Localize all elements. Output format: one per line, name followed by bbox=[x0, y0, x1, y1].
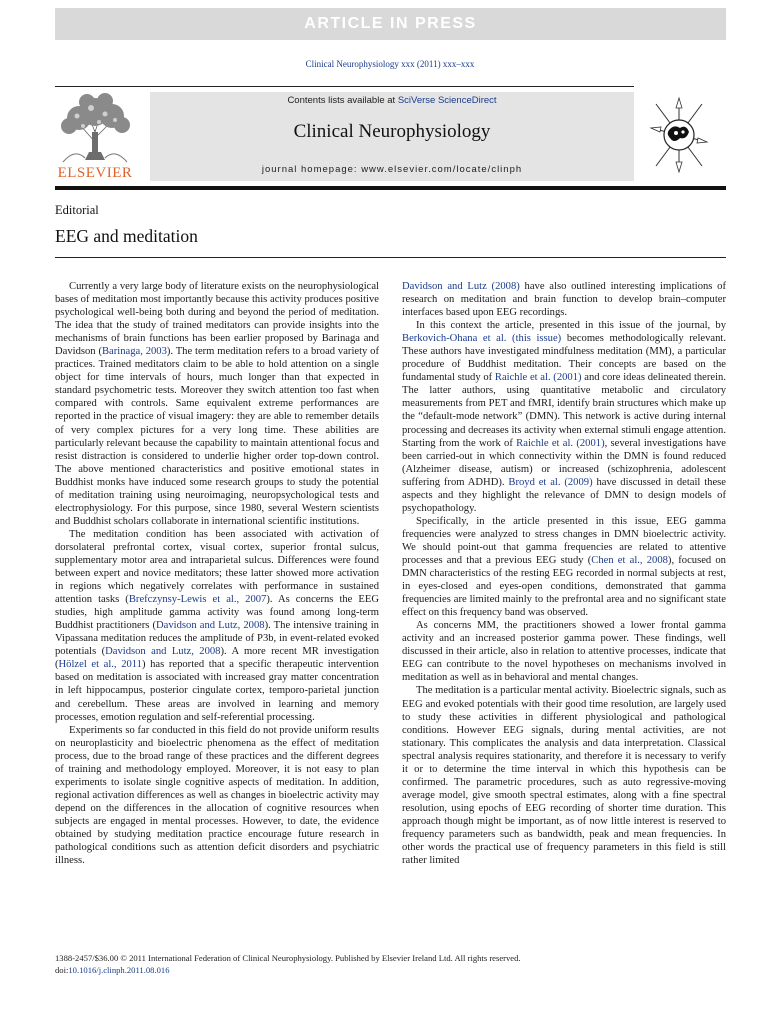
footer bbox=[55, 952, 521, 976]
body-text: ), focused on DMN characteristics of the resting EEG recorded in normal subjects at rest, in eyes-closed and eyes-open conditions, demonstrated that gamma frequencies are limited mainly to the prefrontal area and no significant state effect on this frequency band was observed. bbox=[402, 554, 726, 619]
body-column-left bbox=[55, 280, 379, 867]
article-title: EEG and meditation bbox=[55, 226, 198, 246]
article-in-press-banner: ARTICLE IN PRESS bbox=[55, 8, 726, 40]
reference-link[interactable]: Barinaga, 2003 bbox=[101, 346, 167, 358]
body-text: have also outlined interesting implications of research on meditation and brain function to develop brain–computer interfaces based upon EEG recordings. bbox=[402, 281, 726, 319]
body-paragraph bbox=[402, 319, 726, 515]
body-paragraph bbox=[402, 515, 726, 619]
copyright-line: 1388-2457/$36.00 © 2011 International Federation of Clinical Neurophysiology. Published by Elsevier Ireland Ltd. All rights reserved. bbox=[55, 953, 521, 963]
doi-link[interactable]: 10.1016/j.clinph.2011.08.016 bbox=[68, 965, 170, 975]
header-top-rule bbox=[55, 86, 634, 87]
journal-header bbox=[150, 92, 634, 181]
body-paragraph bbox=[402, 684, 726, 867]
sciencedirect-link[interactable]: SciVerse ScienceDirect bbox=[397, 95, 497, 106]
journal-citation-link[interactable]: Clinical Neurophysiology xxx (2011) xxx–xxx bbox=[305, 59, 475, 69]
body-text: , several investigations have been carried-out in which connectivity within the DMN is found reduced (Alzheimer disease, autism) or increased (schizophrenia, adolescent suffering from ADHD). bbox=[402, 437, 726, 488]
doi-line: doi:10.1016/j.clinph.2011.08.016 bbox=[55, 965, 170, 975]
reference-link[interactable]: Berkovich-Ohana et al. (this issue) bbox=[402, 333, 562, 345]
article-section-label: Editorial bbox=[55, 203, 99, 217]
body-text: In this context the article, presented in this issue of the journal, by bbox=[416, 320, 726, 332]
reference-link[interactable]: Chen et al., 2008 bbox=[591, 554, 668, 566]
body-text: ). The intensive training in Vipassana meditation reduces the amplitude of P3b, in event-related evoked potentials ( bbox=[55, 620, 379, 658]
body-text: As concerns MM, the practitioners showed a lower frontal gamma activity and an increased posterior gamma power. These findings, well discussed in their article, also in relation to attentive processes, indicate that EEG can contribute to the novel hypotheses on mechanisms involved in meditation as well as in behavioral and mental changes. bbox=[402, 620, 726, 684]
journal-homepage[interactable]: journal homepage: www.elsevier.com/locate/clinph bbox=[261, 164, 523, 175]
body-column-right bbox=[402, 280, 726, 867]
body-text: Experiments so far conducted in this field do not provide uniform results on neuroplasticity and bioelectric phenomena as the effect of meditation process, due to the broad range of these practices and the different degrees of training and methodology employed. Moreover, it is not easy to plan experiments to isolate single cognitive aspects of meditation. In addition, regional activation differences as well as changes in bioelectric activity may depend on the differences in the allocation of cognitive resources when subjects are engaged in mental processes. However, to date, the evidence obtained by studying meditation practice encourage future research in pathological conditions such as attention deficit disorders and psychiatric illness. bbox=[55, 724, 379, 867]
body-text: ). The term meditation refers to a broad variety of practices. Trained meditators claim to be able to hold attention on a single object for time intervals of hours, much longer than that expected in standard psychometric tests. Moreover they switch attention too fast when compared with controls. Same equivalent extreme performances are reported in the practice of visual imagery: they are able to remember details of very complex pictures for a very long time. These abilities are particularly relevant because the capability to maintain attentional focus and resist distraction is considered to underlie higher order top-down control. The above mentioned characteristics and positive emotional states in Buddhist monks have induced some research groups to study the potential of meditation training using neuroimaging, neuropsychological tests and electrophysiology. For this purpose, since 1980, several Western scientists and Buddhist scholars collaborate in international scientific institutions. bbox=[55, 346, 379, 527]
body-paragraph bbox=[402, 619, 726, 684]
body-paragraph bbox=[402, 280, 726, 319]
body-text: have discussed in detail these aspects and they highlight the relevance of DMN to design models of psychopathology. bbox=[402, 476, 726, 514]
reference-link[interactable]: Davidson and Lutz, 2008 bbox=[105, 646, 221, 658]
reference-link[interactable]: Broyd et al. (2009) bbox=[508, 476, 593, 488]
reference-link[interactable]: Raichle et al. (2001) bbox=[516, 437, 605, 449]
reference-link[interactable]: Raichle et al. (2001) bbox=[494, 372, 582, 384]
body-text: The meditation is a particular mental activity. Bioelectric signals, such as EEG and evoked potentials with their good time resolution, are largely used to study these activities in different physiological and pathological conditions. However EEG signals, during mental activities, are not stationary. This complicates the analysis and data interpretation. Classical spectral analysis requires stationarity, and therefore it is necessary to verify it or to determine the time interval in which this hypothesis can be confirmed. The parametric procedures, such as auto regressive-moving average model, give smooth spectral estimates, along with a fine spectral resolution, using epochs of EEG recording of shorter time duration. This approach though might be important, as of now little interest is reserved to frequency parameters such as bandwidth, peak and mean frequencies. In other words the practical use of frequency parameters in this field is still rather limited bbox=[402, 685, 726, 867]
body-text: Currently a very large body of literature exists on the neurophysiological bases of meditation most importantly because this activity produces positive psychological well-being both during and beyond the period of meditation. The idea that the study of trained meditators can provide insights into the mechanisms of brain functions has been earlier proposed by Barinaga and Davidson ( bbox=[55, 281, 379, 358]
body-paragraph bbox=[55, 280, 379, 528]
body-text: and core ideas delineated therein. The latter authors, using quantitative metabolic and circulatory measurements from PET and fMRI, identify brain structures which make up the “default-mode network” (DMN). This network is active during internal processing and decreases its activity when external stimuli engage attention. Starting from the work of bbox=[402, 372, 727, 449]
reference-link[interactable]: Davidson and Lutz (2008) bbox=[402, 281, 520, 292]
contents-line: Contents lists available at SciVerse ScienceDirect bbox=[287, 95, 497, 106]
journal-cover-logo-icon bbox=[648, 96, 710, 174]
reference-link[interactable]: Brefczynsy-Lewis et al., 2007 bbox=[128, 594, 267, 606]
body-text: ). A more recent MR investigation ( bbox=[55, 646, 379, 671]
body-text: ) has reported that a specific therapeutic intervention based on meditation is associated with increased gray matter concentration in left hippocampus, posterior cingulate cortex, temporo-parietal junction and cerebellum. These areas are involved in learning and memory processes, emotion regulation and self-referential processing. bbox=[55, 659, 379, 723]
reference-link[interactable]: Hölzel et al., 2011 bbox=[58, 659, 142, 671]
body-paragraph bbox=[55, 528, 379, 724]
journal-title: Clinical Neurophysiology bbox=[293, 121, 491, 142]
title-rule bbox=[55, 257, 726, 258]
elsevier-wordmark[interactable]: ELSEVIER bbox=[57, 165, 133, 181]
body-text: The meditation condition has been associated with activation of dorsolateral prefrontal cortex, visual cortex, superior frontal sulcus, supplementary motor area and intraparietal sulcus. Differences were found between expert and novice meditators; these latter showed more activation in regions which negatively correlates with performance in sustained attention tasks ( bbox=[55, 528, 379, 606]
header-bottom-rule bbox=[55, 186, 726, 190]
body-text: becomes methodologically relevant. These authors have investigated mindfulness meditation (MM), a particular procedure of Buddhist meditation. Their concepts are based on the fundamental study of bbox=[402, 333, 726, 384]
body-paragraph bbox=[55, 724, 379, 868]
body-text: ). As concerns the EEG studies, high amplitude gamma activity was found among long-term Buddhist practitioners ( bbox=[55, 594, 379, 632]
reference-link[interactable]: Davidson and Lutz, 2008 bbox=[156, 620, 265, 632]
body-text: Specifically, in the article presented in this issue, EEG gamma frequencies were analyzed to stress changes in DMN bioelectric activity. We should point-out that gamma frequencies are related to attentive processes and that a previous EEG study ( bbox=[402, 515, 726, 566]
